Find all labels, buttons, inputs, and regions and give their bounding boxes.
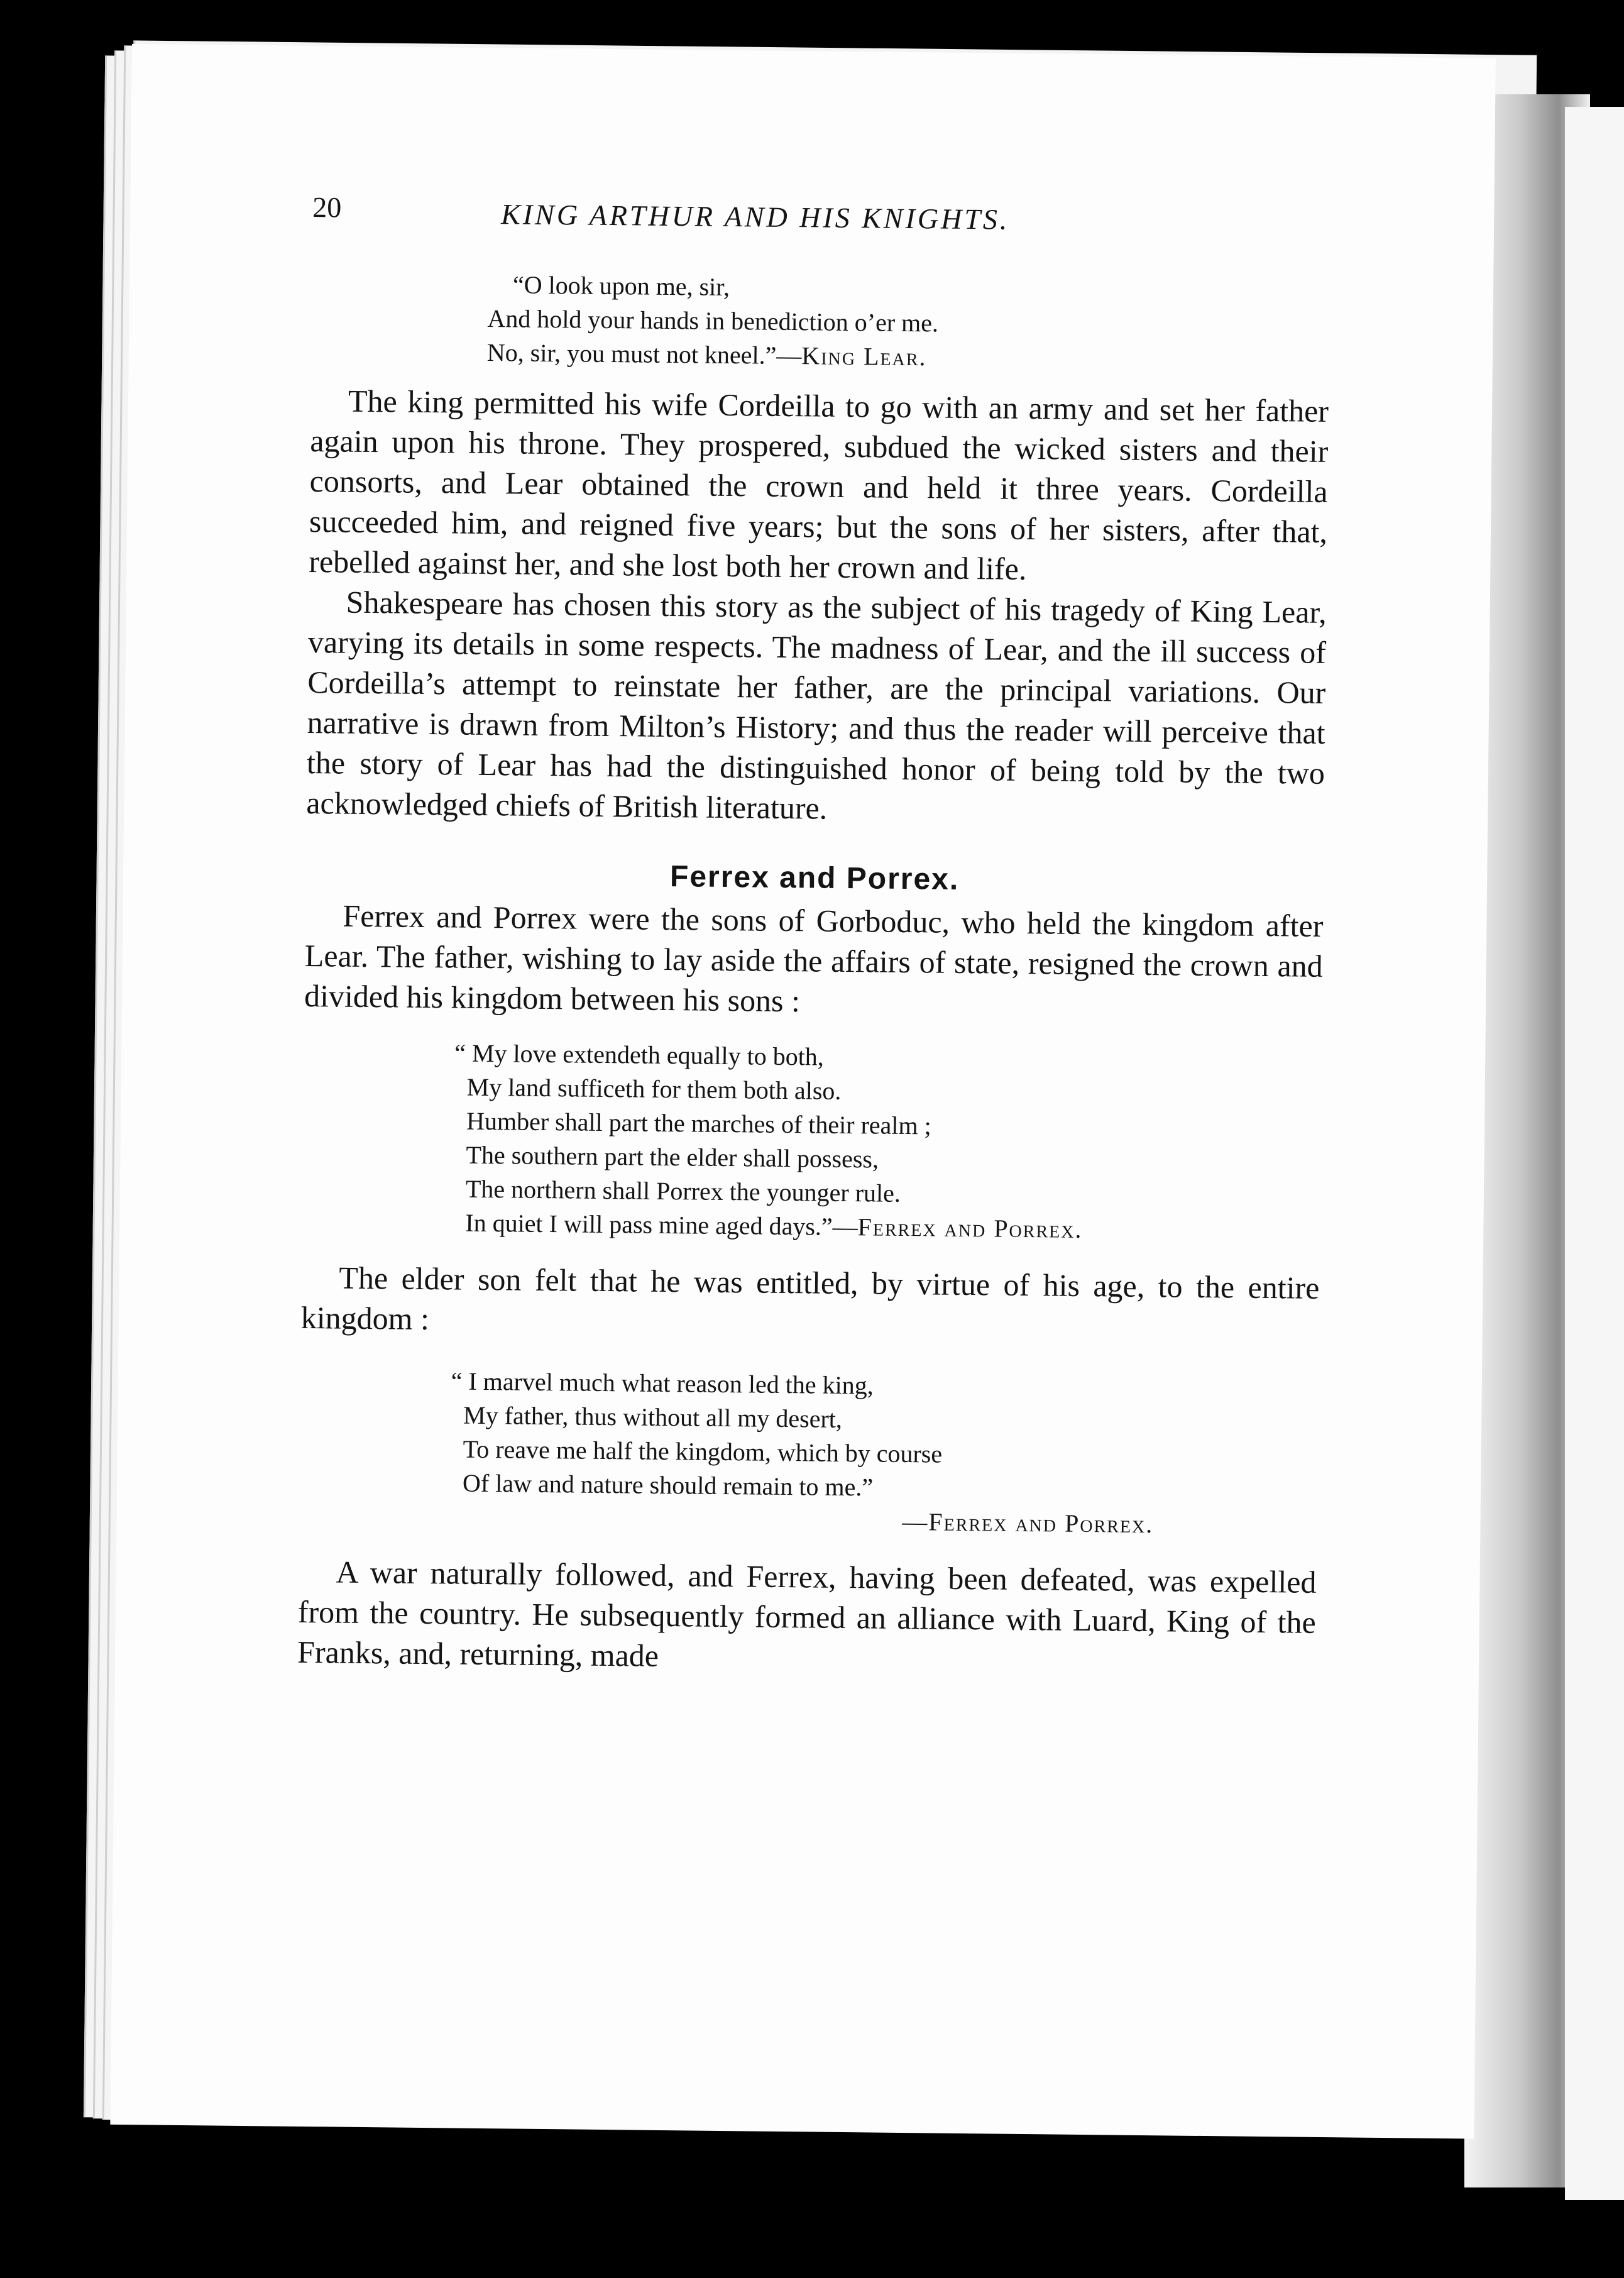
page-content — [297, 190, 1331, 1683]
quote-attribution: —Ferrex and Porrex. — [902, 1507, 1154, 1539]
verse-line: “O look upon me, sir, — [512, 270, 730, 301]
running-title: KING ARTHUR AND HIS KNIGHTS. — [500, 198, 1010, 236]
body-paragraph: A war naturally followed, and Ferrex, having been defeated, was expelled from the country. He subsequently formed an alliance with Luard, King of the Franks, and, returning, made — [297, 1554, 1317, 1673]
verse-line: The northern shall Porrex the younger rule. — [465, 1174, 901, 1208]
body-paragraph: The elder son felt that he was entitled, by virtue of his age, to the entire kingdom : — [300, 1260, 1320, 1337]
verse-line: The southern part the elder shall possess, — [466, 1140, 879, 1174]
page-number: 20 — [312, 191, 342, 224]
body-paragraph: Ferrex and Porrex were the sons of Gorboduc, who held the kingdom after Lear. The father, wishing to lay aside the affairs of state, resigned the crown and divided his kingdom between his sons : — [304, 898, 1324, 1019]
verse-line: Humber shall part the marches of their realm ; — [466, 1106, 932, 1140]
verse-line: “ I marvel much what reason led the king, — [451, 1367, 874, 1400]
facing-page-edge — [1565, 107, 1624, 2200]
verse-line-text: No, sir, you must not kneel.”— — [486, 338, 802, 370]
verse-line: To reave me half the kingdom, which by course — [463, 1434, 943, 1468]
verse-line-text: In quiet I will pass mine aged days.”— — [465, 1208, 858, 1241]
quote-attribution: Ferrex and Porrex. — [857, 1213, 1083, 1243]
body-paragraph: Shakespeare has chosen this story as the subject of his tragedy of King Lear, varying its details in some respects. The madness of Lear, and the ill success of Cordeilla’s attempt to reinstate her father, are the principal variations. Our narrative is drawn from Milton’s History; and thus the reader will perceive that the story of Lear has had the distinguished honor of being told by the two acknowledged chiefs of British literature. — [306, 584, 1327, 826]
verse-quote-ferrex-porrex-2 — [449, 1364, 1319, 1543]
verse-line: My land sufficeth for them both also. — [466, 1072, 842, 1105]
verse-quote-ferrex-porrex — [453, 1036, 1322, 1248]
quote-attribution: King Lear. — [801, 341, 927, 371]
verse-line: Of law and nature should remain to me.” — [462, 1468, 874, 1502]
section-heading: Ferrex and Porrex. — [669, 860, 960, 896]
page-sheet — [110, 44, 1496, 2139]
body-paragraph: The king permitted his wife Cordeilla to go with an army and set her father again upon his throne. They prospered, subdued the wicked sisters and their consorts, and Lear obtained the crown and held it three years. Cordeilla succeeded him, and reigned five years; but the sons of her sisters, after that, rebelled against her, and she lost both her crown and life. — [309, 383, 1329, 586]
running-head — [312, 190, 1331, 251]
verse-quote-king-lear — [487, 268, 1330, 378]
verse-line: “ My love extendeth equally to both, — [454, 1038, 825, 1071]
verse-line: And hold your hands in benediction o’er me. — [487, 304, 939, 338]
verse-line: My father, thus without all my desert, — [463, 1400, 843, 1433]
